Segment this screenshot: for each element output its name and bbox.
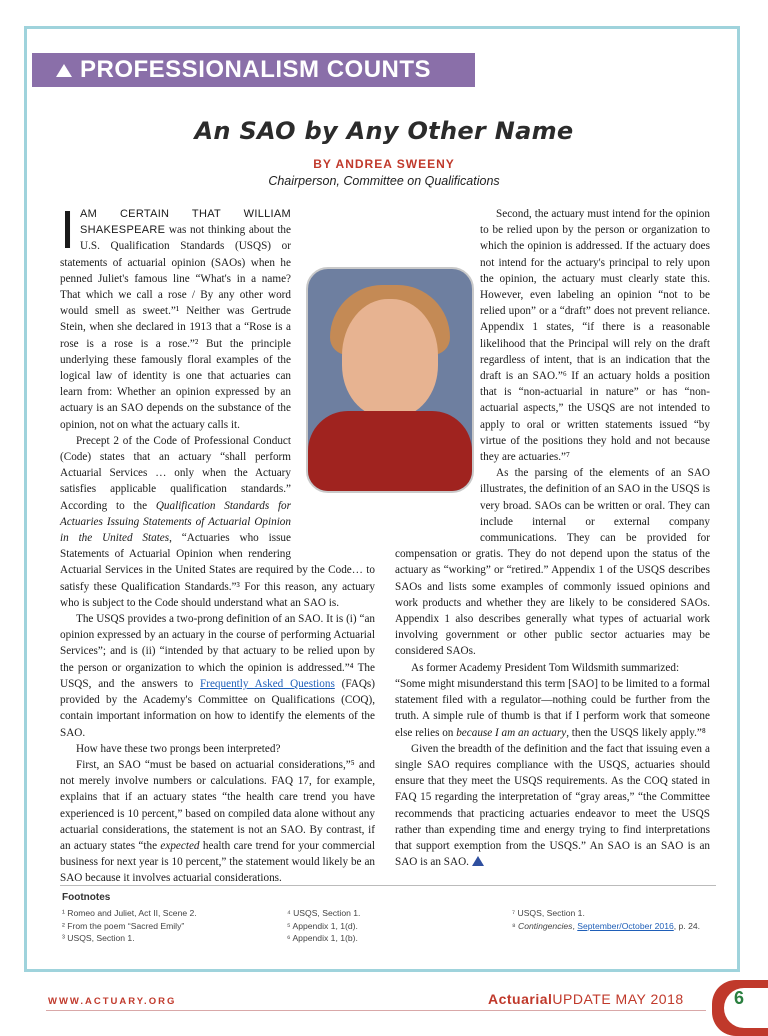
- footnote-2: ² From the poem “Sacred Emily”: [62, 920, 185, 931]
- publication-name: ActuarialUPDATE MAY 2018: [488, 991, 684, 1007]
- page-number: 6: [734, 988, 745, 1008]
- footnotes-col-1: [62, 907, 197, 945]
- paragraph: Precept 2 of the Code of Professional Conduct (Code) states that an actuary “shall perform Actuarial Services … only when the Actuary satisfies applicable qualification standards.” According to the Qualification Standards for Actuaries Issuing Statements of Actuarial Opinion in the United States, “Actuaries who issue Statements of Actuarial Opinion when rendering Actuarial Services in the United States are required by the Code… to satisfy these Qualification Standards.”³ For this reason, any actuary who is subject to the Code should understand what an SAO is.: [60, 434, 375, 609]
- paragraph: “Some might misunderstand this term [SAO] to be limited to a formal statement filed with a regulator—nothing could be further from the truth. A simple rule of thumb is that if I perform work that someone else relies on because I am an actuary, then the USQS likely apply.”⁸: [395, 677, 710, 739]
- paragraph: The USQS provides a two-prong definition of an SAO. It is (i) “an opinion expressed by an actuary in the course of performing Actuarial Services”; and is (ii) “intended by that actuary to be relied upon by the person or organization to which the opinion is addressed.”⁴ The USQS, and the answers to Frequently Asked Questions (FAQs) provided by the Academy's Committee on Qualifications (COQ), contain important information on how to identify the elements of the SAO.: [60, 613, 375, 739]
- paragraph: How have these two prongs been interpreted?: [76, 742, 281, 755]
- drop-cap: I: [60, 200, 76, 260]
- photo-wrap-spacer: [297, 262, 375, 547]
- section-banner: [32, 53, 475, 87]
- footnote-7: ⁷ USQS, Section 1.: [512, 908, 585, 918]
- footnote-1: ¹ Romeo and Juliet, Act II, Scene 2.: [62, 908, 197, 918]
- right-column: [395, 206, 710, 870]
- paragraph: Second, the actuary must intend for the opinion to be relied upon by the person or organization to which the opinion is addressed. If the actuary does not intend for the actuary's principal to rely upon the opinion, the actuary must clearly state this. However, even labeling an opinion “not to be relied upon” or a “draft” does not prevent reliance. Appendix 1 states, “if there is a reasonable likelihood that the Principal will rely on the draft regardless of intent, that is an indication that the draft is an SAO.”⁶ If an actuary holds a position that is “non-actuarial in nature” or has “non-actuarial aspects,” the USQS are not intended to apply to oral or written statements issued “by virtue of the positions they hold and not because they are actuaries.”⁷: [480, 208, 710, 464]
- footnote-divider: [60, 885, 716, 886]
- faq-link[interactable]: Frequently Asked Questions: [200, 677, 335, 690]
- website-url: WWW.ACTUARY.ORG: [48, 996, 177, 1007]
- author-byline: BY ANDREA SWEENY: [313, 157, 455, 171]
- photo-wrap-spacer: [395, 255, 474, 537]
- author-role: Chairperson, Committee on Qualifications: [268, 174, 500, 188]
- footnote-3: ³ USQS, Section 1.: [62, 933, 135, 943]
- end-mark-icon: [472, 856, 484, 866]
- paragraph: Given the breadth of the definition and the fact that issuing even a single SAO requires compliance with the USQS, actuaries should ensure that they meet the USQS requirements. As the COQ stated in FAQ 15 regarding the interpretation of “gray areas,” “the Committee recommends that practicing actuaries endeavor to meet the USQS rather than expending time and energy trying to find interpretations that support exemption from the USQS.” An SAO is an SAO is an SAO is an SAO.: [395, 742, 710, 869]
- left-column: [60, 200, 375, 887]
- footnote-4: ⁴ USQS, Section 1.: [287, 908, 361, 918]
- footer-divider: [46, 1010, 706, 1011]
- footnotes-heading: Footnotes: [62, 892, 111, 903]
- article-title: An SAO by Any Other Name: [194, 117, 574, 145]
- footnote-6: ⁶ Appendix 1, 1(b).: [287, 933, 358, 943]
- footnotes-col-2: [287, 907, 360, 945]
- footnote-8: ⁸ Contingencies, September/October 2016, p. 24.: [512, 920, 701, 931]
- paragraph: IAM CERTAIN THAT WILLIAM SHAKESPEARE was not thinking about the U.S. Qualification Standards (USQS) or statements of actuarial opinion (SAOs) when he penned Juliet's famous line “What's in a name? That which we call a rose / By any other word would smell as sweet.”¹ Neither was Gertrude Stein, when she declared in 1913 that a “Rose is a rose is a rose is a rose.”² But the principle underlying these famously floral examples of the logical law of identity is one that actuaries can learn from: Whether an opinion expressed by an actuary is an SAO depends on the substance of the opinion, not on what the actuary calls it.: [60, 200, 291, 431]
- contingencies-link[interactable]: September/October 2016: [577, 920, 674, 931]
- section-label: PROFESSIONALISM COUNTS: [80, 56, 432, 83]
- footnotes-col-3: [512, 907, 700, 932]
- footnote-5: ⁵ Appendix 1, 1(d).: [287, 920, 358, 931]
- paragraph: First, an SAO “must be based on actuarial considerations,”⁵ and not merely involve numbers or calculations. FAQ 17, for example, explains that if an actuary states “the health care trend you have experienced is 10 percent,” based on compiled data alone without any actuarial considerations, the statement is not an SAO. By contrast, if an actuary states “the expected health care trend for your commercial business for next year is 10 percent,” the statement would likely be an SAO because it involves actuarial considerations.: [60, 758, 375, 885]
- paragraph: As the parsing of the elements of an SAO illustrates, the definition of an SAO in the USQS is very broad. SAOs can be written or oral. They can include internal or external company communications. They can be provided for compensation or gratis. They do not depend upon the status of the actuary as “working” or “retired.” Appendix 1 of the USQS describes SAOs and lists some examples of commonly issued opinions and work products and whether they are likely to be considered SAOs. Appendix 1 also describes generally what types of actuarial work involving government or other public sector actuaries may be considered SAOs.: [395, 467, 710, 658]
- triangle-logo-icon: [56, 64, 72, 77]
- paragraph: As former Academy President Tom Wildsmith summarized:: [411, 661, 680, 674]
